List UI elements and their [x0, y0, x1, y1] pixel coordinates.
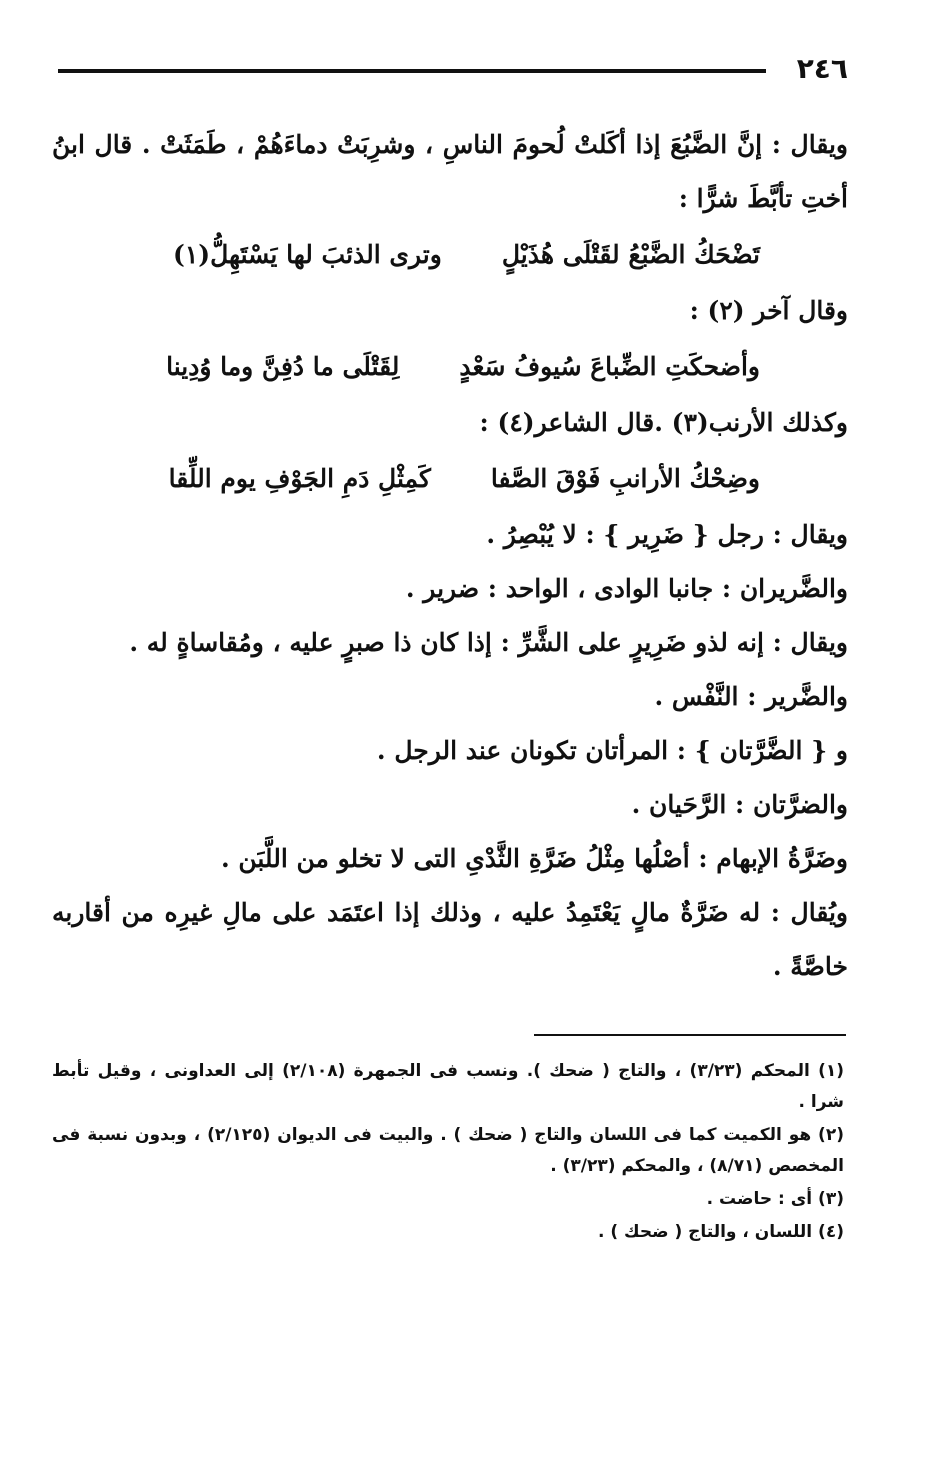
paragraph-blind: ويقال : رجل { ضَرِير } : لا يُبْصِرُ . — [486, 520, 848, 549]
paragraph-hyena: ويقال : إنَّ الضَّبُعَ إذا أكَلتْ لُحومَ الناسِ ، وشرِبَتْ دماءَهُمْ ، طَمَثَتْ . قال ابنُ أختِ تأبَّطَ شرًّا : — [52, 130, 848, 213]
paragraph-another-said: وقال آخر (٢) : — [689, 296, 848, 325]
paragraph-co-wives: و { الضَّرَّتان } : المرأتان تكونان عند الرجل . — [376, 736, 848, 765]
verse-1 — [52, 226, 848, 284]
verse-2 — [52, 338, 848, 396]
paragraph-valley-sides: والضَّريران : جانبا الوادى ، الواحد : ضرير . — [405, 574, 848, 603]
footnotes — [52, 1056, 844, 1250]
footnote-2: (٢) هو الكميت كما فى اللسان والتاج ( ضحك ) . والبيت فى الديوان (٢/١٢٥) ، وبدون نسبة فى المخصص (٨/٧١) ، والمحكم (٣/٢٣) . — [52, 1125, 844, 1176]
verse-3 — [52, 450, 848, 508]
verse-1-second-hemistich: وترى الذئبَ لها يَسْتَهِلُّ(١) — [173, 240, 442, 269]
paragraph-hare: وكذلك الأرنب(٣) .قال الشاعر(٤) : — [479, 408, 848, 437]
verse-3-first-hemistich: وضِحْكُ الأرانبِ فَوْقَ الصَّفا — [490, 464, 760, 493]
paragraph-thumb: وضَرَّةُ الإبهام : أصْلُها مِثْلُ ضَرَّةِ الثَّدْىِ التى لا تخلو من اللَّبَن . — [220, 844, 848, 873]
footnote-3: (٣) أى : حاضت . — [706, 1189, 844, 1209]
paragraph-wealth: ويُقال : له ضَرَّةٌ مالٍ يَعْتَمِدُ عليه ، وذلك إذا اعتَمَد على مالِ غيرِه من أقاربه خاصَّةً . — [52, 898, 848, 981]
verse-1-first-hemistich: تَضْحَكُ الضَّبْعُ لقَتْلَى هُذَيْلٍ — [501, 240, 760, 269]
header-rule — [58, 69, 766, 73]
verse-2-second-hemistich: لِقَتْلَى ما دُفِنَّ وما وُدِينا — [166, 352, 400, 381]
paragraph-patience: ويقال : إنه لذو ضَرِيرٍ على الشَّرِّ : إذا كان ذا صبرٍ عليه ، ومُقاساةٍ له . — [129, 628, 848, 657]
page-number: ٢٤٦ — [796, 52, 848, 85]
verse-2-first-hemistich: وأضحكَتِ الضِّباعَ سُيوفُ سَعْدٍ — [459, 352, 760, 381]
verse-3-second-hemistich: كَمِثْلِ دَمِ الجَوْفِ يوم اللِّقا — [168, 464, 431, 493]
paragraph-millstones: والضرَّتان : الرَّحَيان . — [631, 790, 848, 819]
footnote-4: (٤) اللسان ، والتاج ( ضحك ) . — [597, 1222, 844, 1242]
footnote-rule — [534, 1034, 846, 1036]
paragraph-soul: والضَّرير : النَّفْس . — [654, 682, 848, 711]
footnote-1: (١) المحكم (٣/٢٣) ، والتاج ( ضحك ). ونسب فى الجمهرة (٢/١٠٨) إلى العداونى ، وقيل تأبط شرا . — [52, 1061, 845, 1112]
page-header — [58, 52, 848, 92]
main-text — [52, 118, 848, 994]
